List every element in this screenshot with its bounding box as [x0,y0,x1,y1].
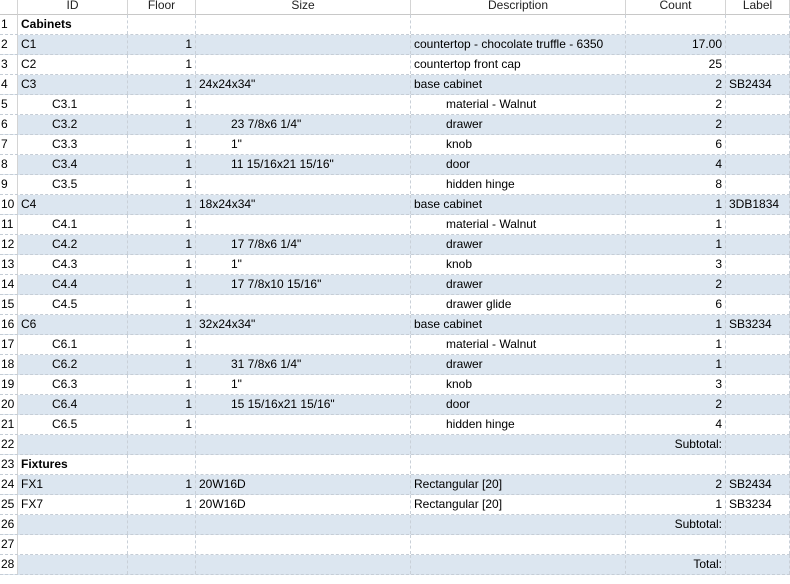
cell-count[interactable]: 2 [626,95,726,114]
cell-floor[interactable]: 1 [128,155,196,174]
table-row [0,215,790,235]
cell-id[interactable]: C3.1 [18,95,128,114]
cell-floor[interactable]: 1 [128,175,196,194]
cell-size[interactable]: 11 15/16x21 15/16" [196,155,411,174]
cell-id[interactable]: C3.2 [18,115,128,134]
cell-floor[interactable]: 1 [128,475,196,494]
table-row [0,135,790,155]
cell-description[interactable]: drawer [411,235,626,254]
cell-id[interactable]: C6 [18,315,128,334]
cell-label[interactable] [726,415,790,434]
cell-floor[interactable]: 1 [128,295,196,314]
cell-description[interactable]: drawer glide [411,295,626,314]
cell-floor[interactable]: 1 [128,35,196,54]
cell-floor[interactable]: 1 [128,255,196,274]
table-row [0,295,790,315]
cell-label[interactable] [726,535,790,554]
cell-count[interactable]: 4 [626,155,726,174]
cell-id[interactable]: C3.4 [18,155,128,174]
cell-size[interactable]: 17 7/8x6 1/4" [196,235,411,254]
cell-label[interactable] [726,395,790,414]
cell-description[interactable] [411,455,626,474]
table-row [0,495,790,515]
cell-label[interactable] [726,255,790,274]
table-row [0,255,790,275]
cell-size[interactable]: 1" [196,375,411,394]
cell-count[interactable]: 1 [626,495,726,514]
cell-floor[interactable]: 1 [128,235,196,254]
cell-count[interactable]: 2 [626,395,726,414]
cell-label[interactable] [726,515,790,534]
cell-id[interactable] [18,515,128,534]
table-row [0,555,790,575]
row-number[interactable]: 15 [0,295,18,314]
cell-size[interactable] [196,515,411,534]
table-row [0,155,790,175]
cell-floor[interactable]: 1 [128,375,196,394]
cell-count[interactable]: Subtotal: [626,435,726,454]
column-header-description[interactable]: Description [411,0,626,15]
cell-size[interactable] [196,15,411,34]
cell-id[interactable]: FX7 [18,495,128,514]
cell-id[interactable]: Cabinets [18,15,128,34]
cell-label[interactable] [726,355,790,374]
row-number[interactable]: 24 [0,475,18,494]
cell-floor[interactable]: 1 [128,195,196,214]
cell-floor[interactable]: 1 [128,495,196,514]
cell-size[interactable] [196,435,411,454]
row-number[interactable]: 13 [0,255,18,274]
cell-id[interactable]: C6.4 [18,395,128,414]
cell-floor[interactable]: 1 [128,335,196,354]
cell-count[interactable]: 6 [626,295,726,314]
cell-id[interactable]: FX1 [18,475,128,494]
cell-description[interactable] [411,535,626,554]
cell-count[interactable]: 1 [626,195,726,214]
cell-label[interactable] [726,335,790,354]
cell-description[interactable]: drawer [411,275,626,294]
cell-id[interactable]: C1 [18,35,128,54]
cell-label[interactable] [726,375,790,394]
cell-count[interactable]: 6 [626,135,726,154]
cell-description[interactable]: Rectangular [20] [411,495,626,514]
cell-floor[interactable]: 1 [128,95,196,114]
row-number[interactable]: 3 [0,55,18,74]
cell-count[interactable]: 2 [626,115,726,134]
cell-count[interactable]: 2 [626,75,726,94]
row-number[interactable]: 21 [0,415,18,434]
cell-size[interactable] [196,335,411,354]
cell-id[interactable]: C6.5 [18,415,128,434]
cell-floor[interactable]: 1 [128,395,196,414]
cell-id[interactable]: C6.3 [18,375,128,394]
cell-floor[interactable] [128,535,196,554]
cell-size[interactable] [196,35,411,54]
row-number[interactable]: 1 [0,15,18,34]
cell-id[interactable] [18,555,128,574]
table-row [0,95,790,115]
cell-size[interactable]: 1" [196,135,411,154]
row-number[interactable]: 23 [0,455,18,474]
row-number[interactable]: 8 [0,155,18,174]
row-number[interactable]: 7 [0,135,18,154]
row-number[interactable]: 17 [0,335,18,354]
table-row [0,35,790,55]
cell-count[interactable]: 3 [626,375,726,394]
cell-description[interactable]: countertop front cap [411,55,626,74]
cell-floor[interactable]: 1 [128,135,196,154]
cell-id[interactable]: C2 [18,55,128,74]
cell-description[interactable] [411,15,626,34]
cell-size[interactable]: 18x24x34" [196,195,411,214]
cell-description[interactable]: drawer [411,355,626,374]
row-number[interactable]: 10 [0,195,18,214]
cell-count[interactable]: 1 [626,235,726,254]
cell-description[interactable]: knob [411,375,626,394]
cell-id[interactable]: C4.3 [18,255,128,274]
cell-count[interactable]: 2 [626,275,726,294]
row-number[interactable]: 22 [0,435,18,454]
table-row [0,55,790,75]
cell-count[interactable]: 4 [626,415,726,434]
row-number[interactable]: 6 [0,115,18,134]
cell-label[interactable]: SB3234 [726,495,790,514]
cell-count[interactable]: Subtotal: [626,515,726,534]
cell-size[interactable]: 32x24x34" [196,315,411,334]
cell-size[interactable]: 23 7/8x6 1/4" [196,115,411,134]
cell-description[interactable]: door [411,155,626,174]
cell-label[interactable] [726,155,790,174]
cell-count[interactable]: 1 [626,355,726,374]
cell-description[interactable]: hidden hinge [411,415,626,434]
cell-label[interactable] [726,175,790,194]
cell-size[interactable] [196,455,411,474]
row-number[interactable]: 25 [0,495,18,514]
table-row [0,335,790,355]
cell-size[interactable]: 20W16D [196,475,411,494]
row-number[interactable]: 14 [0,275,18,294]
table-row [0,395,790,415]
row-number[interactable]: 19 [0,375,18,394]
cell-floor[interactable]: 1 [128,75,196,94]
row-number[interactable]: 26 [0,515,18,534]
sheet-rows [0,15,790,575]
cell-id[interactable]: C6.2 [18,355,128,374]
row-number[interactable]: 18 [0,355,18,374]
cell-id[interactable]: C4.1 [18,215,128,234]
cell-label[interactable] [726,115,790,134]
cell-size[interactable]: 20W16D [196,495,411,514]
cell-count[interactable] [626,455,726,474]
cell-size[interactable]: 15 15/16x21 15/16" [196,395,411,414]
cell-floor[interactable]: 1 [128,215,196,234]
row-number[interactable]: 27 [0,535,18,554]
cell-count[interactable]: 1 [626,335,726,354]
cell-description[interactable] [411,435,626,454]
cell-count[interactable] [626,15,726,34]
table-row [0,75,790,95]
cell-count[interactable]: 8 [626,175,726,194]
row-number[interactable]: 16 [0,315,18,334]
table-row [0,515,790,535]
cell-floor[interactable] [128,455,196,474]
cell-count[interactable]: 25 [626,55,726,74]
cell-label[interactable]: SB2434 [726,475,790,494]
table-row [0,235,790,255]
cell-description[interactable]: hidden hinge [411,175,626,194]
row-number[interactable]: 11 [0,215,18,234]
cell-id[interactable]: C4 [18,195,128,214]
row-number[interactable]: 5 [0,95,18,114]
cell-floor[interactable]: 1 [128,415,196,434]
cell-size[interactable] [196,535,411,554]
cell-size[interactable] [196,215,411,234]
cell-label[interactable] [726,295,790,314]
cell-label[interactable]: 3DB1834 [726,195,790,214]
cell-floor[interactable] [128,555,196,574]
cell-count[interactable]: 3 [626,255,726,274]
cell-label[interactable]: SB2434 [726,75,790,94]
table-row [0,315,790,335]
cell-size[interactable] [196,55,411,74]
cell-description[interactable]: base cabinet [411,75,626,94]
column-header-label[interactable]: Label [726,0,790,15]
column-header-size[interactable]: Size [196,0,411,15]
cell-description[interactable]: knob [411,255,626,274]
cell-id[interactable]: C4.5 [18,295,128,314]
cell-floor[interactable]: 1 [128,115,196,134]
cell-label[interactable] [726,235,790,254]
table-row [0,535,790,555]
cell-id[interactable]: Fixtures [18,455,128,474]
cell-size[interactable]: 24x24x34" [196,75,411,94]
cell-label[interactable] [726,455,790,474]
cell-floor[interactable] [128,15,196,34]
cell-floor[interactable] [128,515,196,534]
column-header-count[interactable]: Count [626,0,726,15]
cell-size[interactable] [196,415,411,434]
table-row [0,375,790,395]
column-header-id[interactable]: ID [18,0,128,15]
cell-description[interactable]: drawer [411,115,626,134]
cell-description[interactable]: material - Walnut [411,95,626,114]
cell-label[interactable] [726,35,790,54]
cell-id[interactable]: C4.2 [18,235,128,254]
cell-floor[interactable]: 1 [128,355,196,374]
cell-id[interactable]: C6.1 [18,335,128,354]
cell-description[interactable]: material - Walnut [411,335,626,354]
cell-count[interactable]: 17.00 [626,35,726,54]
cell-description[interactable]: knob [411,135,626,154]
cell-floor[interactable] [128,435,196,454]
cell-size[interactable] [196,555,411,574]
column-header-floor[interactable]: Floor [128,0,196,15]
table-row [0,175,790,195]
table-row [0,195,790,215]
cell-size[interactable]: 31 7/8x6 1/4" [196,355,411,374]
cell-id[interactable] [18,535,128,554]
row-number[interactable]: 20 [0,395,18,414]
row-number[interactable]: 12 [0,235,18,254]
table-row [0,415,790,435]
cell-size[interactable]: 1" [196,255,411,274]
cell-id[interactable]: C3.5 [18,175,128,194]
cell-label[interactable] [726,55,790,74]
row-number[interactable]: 9 [0,175,18,194]
table-row [0,15,790,35]
cell-label[interactable] [726,215,790,234]
row-number[interactable]: 4 [0,75,18,94]
row-number[interactable]: 28 [0,555,18,574]
cell-description[interactable] [411,515,626,534]
cell-description[interactable] [411,555,626,574]
table-row [0,475,790,495]
cell-count[interactable]: Total: [626,555,726,574]
cell-floor[interactable]: 1 [128,315,196,334]
cell-size[interactable] [196,175,411,194]
cell-label[interactable] [726,555,790,574]
cell-description[interactable]: material - Walnut [411,215,626,234]
corner-cell[interactable] [0,0,18,15]
cell-floor[interactable]: 1 [128,275,196,294]
cell-description[interactable]: base cabinet [411,315,626,334]
table-row [0,455,790,475]
cell-label[interactable] [726,135,790,154]
table-row [0,115,790,135]
cell-label[interactable] [726,15,790,34]
cell-count[interactable]: 1 [626,315,726,334]
cell-size[interactable] [196,295,411,314]
row-number[interactable]: 2 [0,35,18,54]
cell-count[interactable]: 2 [626,475,726,494]
cell-count[interactable]: 1 [626,215,726,234]
cell-id[interactable]: C3.3 [18,135,128,154]
cell-id[interactable]: C3 [18,75,128,94]
cell-size[interactable] [196,95,411,114]
cell-label[interactable] [726,275,790,294]
table-row [0,355,790,375]
cell-count[interactable] [626,535,726,554]
cell-label[interactable]: SB3234 [726,315,790,334]
cell-label[interactable] [726,95,790,114]
cell-id[interactable]: C4.4 [18,275,128,294]
cell-id[interactable] [18,435,128,454]
cell-size[interactable]: 17 7/8x10 15/16" [196,275,411,294]
table-row [0,435,790,455]
cell-floor[interactable]: 1 [128,55,196,74]
table-row [0,275,790,295]
cell-label[interactable] [726,435,790,454]
column-header-row [0,0,790,15]
cell-description[interactable]: Rectangular [20] [411,475,626,494]
cell-description[interactable]: door [411,395,626,414]
cell-description[interactable]: countertop - chocolate truffle - 6350 [411,35,626,54]
cell-description[interactable]: base cabinet [411,195,626,214]
